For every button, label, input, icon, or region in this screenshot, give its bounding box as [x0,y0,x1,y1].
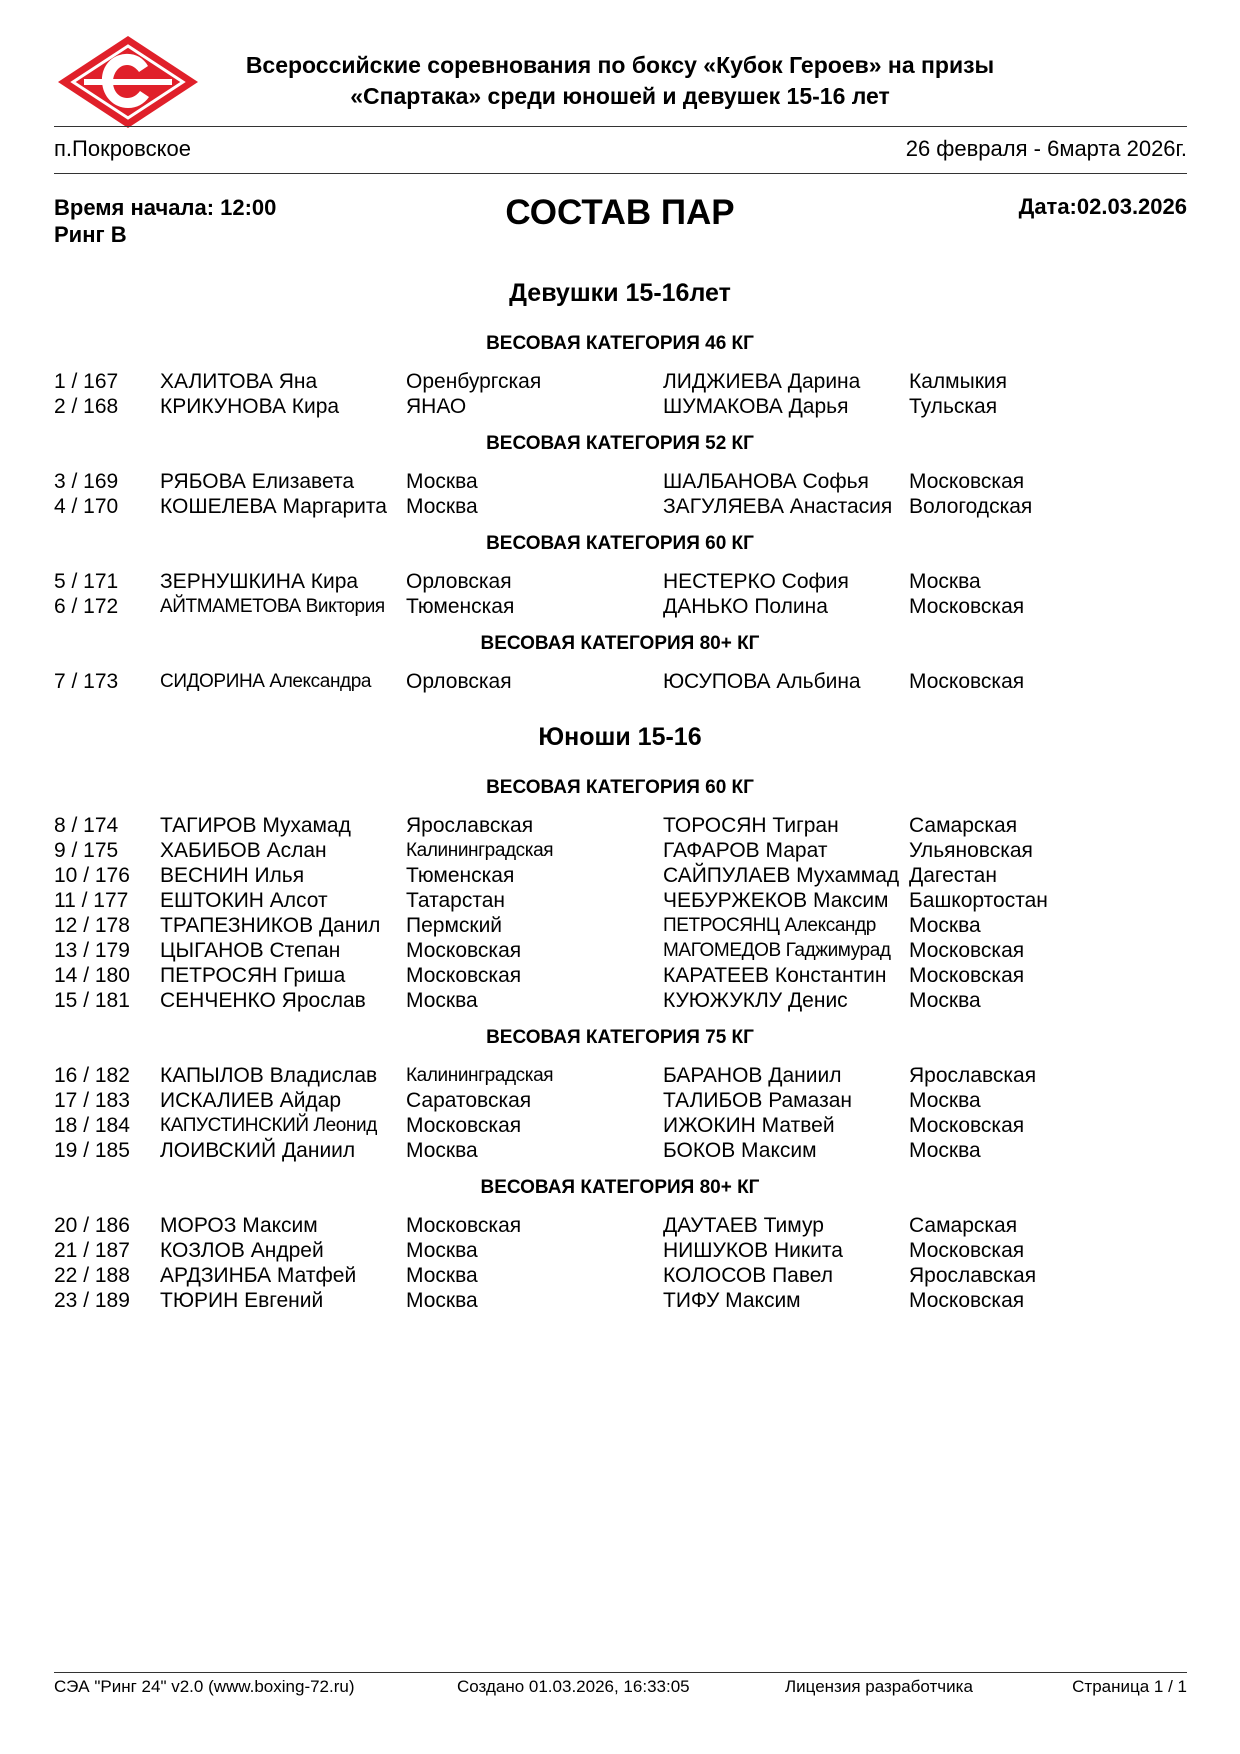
boxer-red-region: Саратовская [406,1089,532,1112]
boxer-blue-region: Москва [909,989,981,1012]
boxer-blue-name: КУЮЖУКЛУ Денис [663,989,848,1012]
boxer-red-region: Тюменская [406,864,515,887]
bout-row [0,469,1240,494]
boxer-blue-region: Тульская [909,395,998,418]
boxer-red-name: АЙТМАМЕТОВА Виктория [160,596,385,617]
boxer-red-region: Москва [406,470,478,493]
boxer-blue-name: ШАЛБАНОВА Софья [663,470,869,493]
section-title-boys: Юноши 15-16 [538,723,702,751]
bout-number: 10 / 176 [54,864,130,887]
boxer-red-region: Орловская [406,570,512,593]
bouts-list [0,369,1240,419]
bout-number: 23 / 189 [54,1289,130,1312]
boxer-red-region: Московская [406,1114,522,1137]
event-dates: 26 февраля - 6марта 2026г. [905,136,1187,161]
category-title: ВЕСОВАЯ КАТЕГОРИЯ 52 КГ [486,433,754,454]
boxer-red-name: СИДОРИНА Александра [160,671,372,692]
bout-number: 18 / 184 [54,1114,130,1137]
boxer-red-region: Татарстан [406,889,506,912]
boxer-red-name: ТАГИРОВ Мухамад [160,814,351,837]
boxer-blue-name: НИШУКОВ Никита [663,1239,843,1262]
boxer-blue-region: Московская [909,1114,1025,1137]
bout-number: 6 / 172 [54,595,119,618]
boxer-red-region: Московская [406,939,522,962]
boxer-red-name: МОРОЗ Максим [160,1214,318,1237]
bout-row [0,1113,1240,1138]
event-place: п.Покровское [54,136,191,161]
boxer-red-region: Москва [406,1239,478,1262]
boxer-red-name: ЦЫГАНОВ Степан [160,939,341,962]
boxer-red-region: ЯНАО [406,395,467,418]
bout-number: 16 / 182 [54,1064,130,1087]
bout-row [0,394,1240,419]
bout-row [0,863,1240,888]
bout-row [0,1238,1240,1263]
bout-row [0,988,1240,1013]
boxer-red-region: Москва [406,495,478,518]
bout-row [0,1288,1240,1313]
bout-row [0,1088,1240,1113]
bout-number: 13 / 179 [54,939,130,962]
bout-row [0,569,1240,594]
bout-number: 12 / 178 [54,914,130,937]
category-title: ВЕСОВАЯ КАТЕГОРИЯ 60 КГ [486,777,754,798]
boxer-blue-name: ДАУТАЕВ Тимур [663,1214,824,1237]
boxer-blue-name: ЮСУПОВА Альбина [663,670,861,693]
boxer-blue-name: ЛИДЖИЕВА Дарина [663,370,861,393]
category-title: ВЕСОВАЯ КАТЕГОРИЯ 80+ КГ [480,1177,760,1198]
boxer-red-region: Орловская [406,670,512,693]
boxer-red-region: Калининградская [406,840,554,861]
boxer-red-region: Москва [406,1264,478,1287]
boxer-red-region: Москва [406,1139,478,1162]
boxer-red-name: ТЮРИН Евгений [160,1289,324,1312]
start-time: Время начала: 12:00 [54,195,277,220]
boxer-blue-region: Москва [909,1089,981,1112]
category-title: ВЕСОВАЯ КАТЕГОРИЯ 80+ КГ [480,633,760,654]
bout-row [0,938,1240,963]
bout-number: 9 / 175 [54,839,119,862]
boxer-blue-name: ТОРОСЯН Тигран [663,814,839,837]
boxer-red-name: КОШЕЛЕВА Маргарита [160,495,387,518]
boxer-blue-region: Московская [909,670,1025,693]
footer-created: Создано 01.03.2026, 16:33:05 [457,1677,690,1696]
bout-number: 20 / 186 [54,1214,130,1237]
footer-software: СЭА "Ринг 24" v2.0 (www.boxing-72.ru) [54,1677,355,1696]
category-title: ВЕСОВАЯ КАТЕГОРИЯ 46 КГ [486,333,754,354]
boxer-red-name: ХАЛИТОВА Яна [160,370,318,393]
bouts-list [0,669,1240,694]
boxer-blue-name: ЗАГУЛЯЕВА Анастасия [663,495,893,518]
boxer-blue-name: БОКОВ Максим [663,1139,817,1162]
boxer-blue-region: Самарская [909,814,1018,837]
boxer-red-name: РЯБОВА Елизавета [160,470,355,493]
boxer-blue-region: Ярославская [909,1064,1037,1087]
bout-number: 7 / 173 [54,670,119,693]
boxer-red-region: Московская [406,1214,522,1237]
boxer-blue-region: Ярославская [909,1264,1037,1287]
document-title: СОСТАВ ПАР [505,193,735,232]
boxer-red-region: Москва [406,989,478,1012]
footer-page-number: Страница 1 / 1 [1072,1677,1187,1696]
boxer-blue-region: Москва [909,1139,981,1162]
boxer-blue-region: Башкортостан [909,889,1048,912]
boxer-blue-name: МАГОМЕДОВ Гаджимурад [663,940,891,961]
bout-row [0,494,1240,519]
boxer-blue-region: Ульяновская [909,839,1033,862]
category-title: ВЕСОВАЯ КАТЕГОРИЯ 75 КГ [486,1027,754,1048]
boxer-blue-name: ТАЛИБОВ Рамазан [663,1089,852,1112]
boxer-blue-region: Московская [909,595,1025,618]
ring-label: Ринг B [54,222,127,247]
boxer-blue-region: Дагестан [909,864,997,887]
bout-row [0,1263,1240,1288]
bout-number: 19 / 185 [54,1139,130,1162]
document-date: Дата:02.03.2026 [1018,194,1187,219]
footer-license: Лицензия разработчика [785,1677,973,1696]
boxer-red-name: СЕНЧЕНКО Ярослав [160,989,366,1012]
boxer-red-name: КОЗЛОВ Андрей [160,1239,324,1262]
category-title: ВЕСОВАЯ КАТЕГОРИЯ 60 КГ [486,533,754,554]
header-divider [54,126,1187,127]
event-title-line-2: «Спартака» среди юношей и девушек 15-16 лет [350,83,890,109]
boxer-red-name: ВЕСНИН Илья [160,864,305,887]
bouts-list [0,569,1240,619]
bout-number: 11 / 177 [54,889,129,912]
bout-row [0,1138,1240,1163]
bout-number: 1 / 167 [54,370,119,393]
boxer-blue-region: Калмыкия [909,370,1007,393]
boxer-red-region: Московская [406,964,522,987]
bout-row [0,813,1240,838]
footer-divider [54,1672,1187,1673]
boxer-red-region: Ярославская [406,814,534,837]
boxer-blue-region: Москва [909,570,981,593]
boxer-red-name: ПЕТРОСЯН Гриша [160,964,346,987]
boxer-red-name: КАПЫЛОВ Владислав [160,1064,378,1087]
bout-row [0,669,1240,694]
boxer-blue-name: ТИФУ Максим [663,1289,801,1312]
bout-row [0,838,1240,863]
boxer-red-name: КРИКУНОВА Кира [160,395,340,418]
boxer-blue-name: НЕСТЕРКО София [663,570,849,593]
boxer-blue-name: ИЖОКИН Матвей [663,1114,835,1137]
bout-number: 15 / 181 [54,989,130,1012]
boxer-red-region: Москва [406,1289,478,1312]
bouts-list [0,469,1240,519]
boxer-red-region: Калининградская [406,1065,554,1086]
boxer-blue-region: Московская [909,470,1025,493]
bout-row [0,963,1240,988]
boxer-red-name: ЗЕРНУШКИНА Кира [160,570,359,593]
event-title-line-1: Всероссийские соревнования по боксу «Кубок Героев» на призы [245,52,995,78]
boxer-blue-name: ПЕТРОСЯНЦ Александр [663,915,876,936]
boxer-red-name: КАПУСТИНСКИЙ Леонид [160,1115,377,1136]
boxer-blue-region: Московская [909,939,1025,962]
boxer-blue-region: Москва [909,914,981,937]
boxer-red-name: ЛОИВСКИЙ Даниил [160,1139,356,1162]
boxer-blue-name: ГАФАРОВ Марат [663,839,828,862]
boxer-blue-name: КОЛОСОВ Павел [663,1264,834,1287]
bout-row [0,1063,1240,1088]
bout-number: 2 / 168 [54,395,119,418]
boxer-blue-region: Вологодская [909,495,1033,518]
bout-number: 17 / 183 [54,1089,130,1112]
bout-row [0,594,1240,619]
boxer-red-name: ХАБИБОВ Аслан [160,839,327,862]
bout-number: 3 / 169 [54,470,119,493]
section-title-girls: Девушки 15-16лет [509,279,731,307]
boxer-blue-region: Московская [909,964,1025,987]
bouts-list [0,1063,1240,1163]
boxer-blue-region: Самарская [909,1214,1018,1237]
boxer-blue-name: САЙПУЛАЕВ Мухаммад [663,864,900,887]
boxer-blue-name: ЧЕБУРЖЕКОВ Максим [663,889,889,912]
bout-number: 4 / 170 [54,495,119,518]
boxer-blue-name: БАРАНОВ Даниил [663,1064,842,1087]
boxer-blue-name: КАРАТЕЕВ Константин [663,964,887,987]
boxer-blue-region: Московская [909,1239,1025,1262]
bout-row [0,913,1240,938]
bout-number: 21 / 187 [54,1239,130,1262]
spartak-logo-icon [54,32,202,132]
bout-number: 14 / 180 [54,964,130,987]
bouts-list [0,813,1240,1013]
bout-number: 8 / 174 [54,814,119,837]
boxer-blue-name: ШУМАКОВА Дарья [663,395,849,418]
boxer-blue-name: ДАНЬКО Полина [663,595,828,618]
boxer-red-name: ТРАПЕЗНИКОВ Данил [160,914,381,937]
subheader-divider [54,173,1187,174]
event-title [190,50,1050,112]
bout-number: 5 / 171 [54,570,119,593]
bout-number: 22 / 188 [54,1264,130,1287]
boxer-red-name: ЕШТОКИН Алсот [160,889,328,912]
boxer-blue-region: Московская [909,1289,1025,1312]
bouts-list [0,1213,1240,1313]
boxer-red-name: ИСКАЛИЕВ Айдар [160,1089,342,1112]
boxer-red-name: АРДЗИНБА Матфей [160,1264,357,1287]
bout-row [0,1213,1240,1238]
boxer-red-region: Оренбургская [406,370,542,393]
bout-row [0,888,1240,913]
boxer-red-region: Пермский [406,914,503,937]
boxer-red-region: Тюменская [406,595,515,618]
bout-row [0,369,1240,394]
